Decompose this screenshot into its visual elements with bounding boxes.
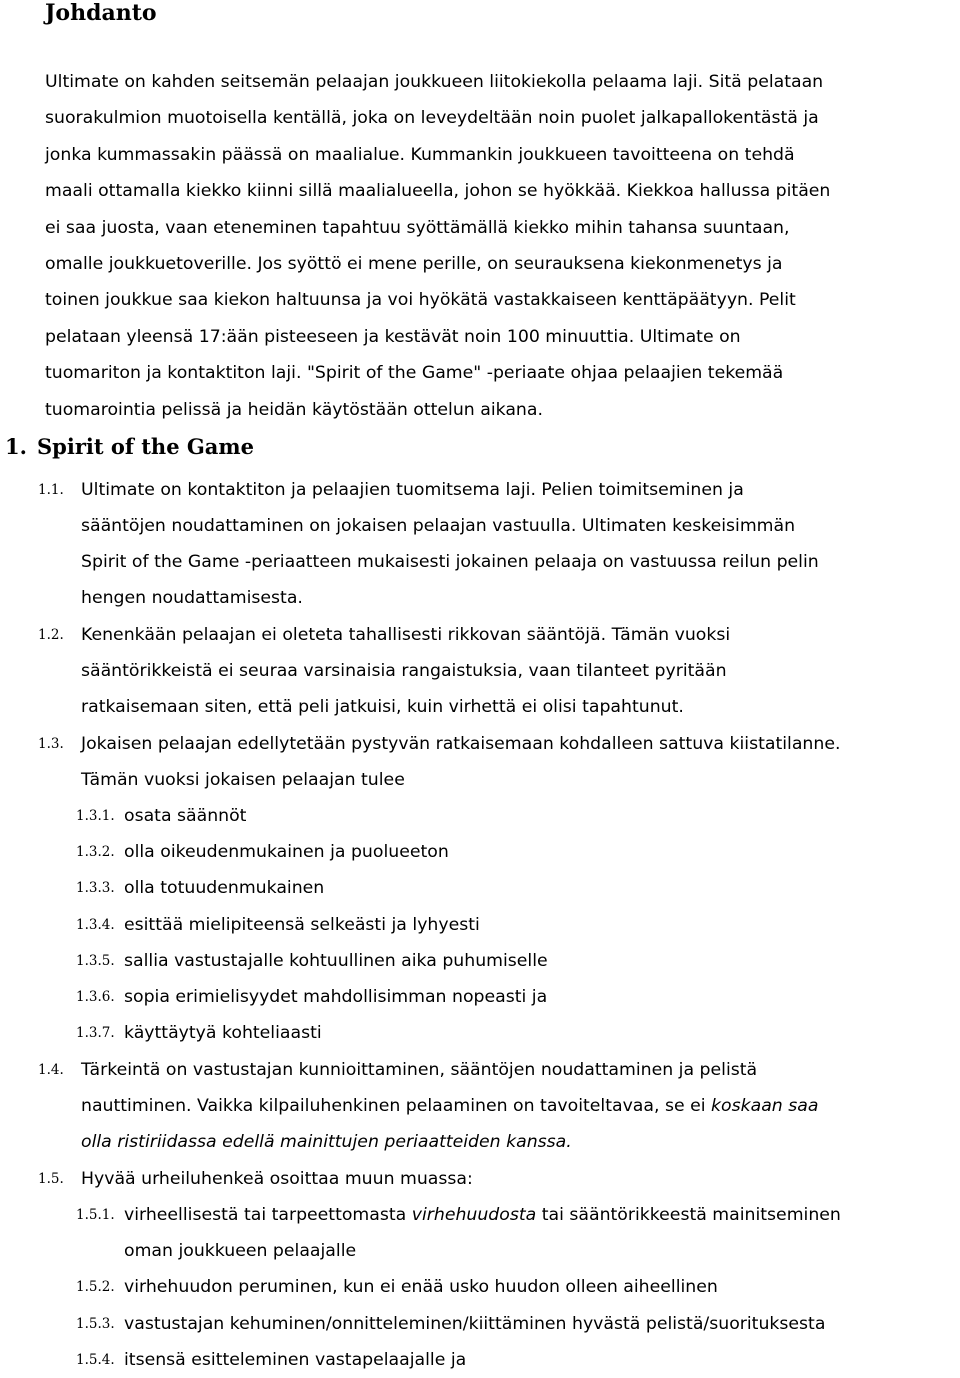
- subitem-number: 1.3.2.: [76, 844, 115, 860]
- item-text: Spirit of the Game -periaatteen mukaisesti jokainen pelaaja on vastuussa reilun pelin: [81, 552, 819, 572]
- section-heading: [5, 432, 254, 462]
- subitem-number: 1.3.5.: [76, 953, 115, 969]
- item-text: Tämän vuoksi jokaisen pelaajan tulee: [81, 770, 405, 790]
- intro-line: toinen joukkue saa kiekon haltuunsa ja voi hyökätä vastakkaiseen kenttäpäätyyn. Pelit: [45, 290, 796, 311]
- subitem-text: itsensä esitteleminen vastapelaajalle ja: [124, 1350, 467, 1370]
- intro-line: suorakulmion muotoisella kentällä, joka on leveydeltään noin puolet jalkapallokentästä ja: [45, 108, 819, 129]
- subitem-number: 1.5.2.: [76, 1279, 115, 1295]
- intro-line: tuomarointia pelissä ja heidän käytöstään ottelun aikana.: [45, 399, 543, 420]
- item-text: hengen noudattamisesta.: [81, 588, 303, 608]
- subitem-text: sopia erimielisyydet mahdollisimman nopeasti ja: [124, 987, 548, 1007]
- subitem-text: oman joukkueen pelaajalle: [124, 1241, 357, 1261]
- intro-line: maali ottamalla kiekko kiinni sillä maalialueella, johon se hyökkää. Kiekkoa hallussa pitäen: [45, 181, 831, 202]
- item-text: sääntöjen noudattaminen on jokaisen pelaajan vastuulla. Ultimaten keskeisimmän: [81, 516, 796, 536]
- subitem-text-italic: virhehuudosta: [411, 1205, 537, 1225]
- subitem-text: esittää mielipiteensä selkeästi ja lyhyesti: [124, 915, 480, 935]
- subitem-text: sallia vastustajalle kohtuullinen aika puhumiselle: [124, 951, 548, 971]
- subitem-text-normal: virheellisestä tai tarpeettomasta: [124, 1205, 412, 1225]
- item-number: 1.1.: [38, 482, 64, 498]
- item-text: sääntörikkeistä ei seuraa varsinaisia rangaistuksia, vaan tilanteet pyritään: [81, 661, 727, 681]
- subitem-number: 1.3.4.: [76, 917, 115, 933]
- intro-line: omalle joukkuetoverille. Jos syöttö ei mene perille, on seurauksena kiekonmenetys ja: [45, 254, 783, 275]
- subitem-text: olla totuudenmukainen: [124, 878, 325, 898]
- item-text-italic: olla ristiriidassa edellä mainittujen periaatteiden kanssa.: [81, 1132, 572, 1152]
- item-number: 1.5.: [38, 1171, 64, 1187]
- subitem-text: käyttäytyä kohteliaasti: [124, 1023, 322, 1043]
- item-text: Kenenkään pelaajan ei oleteta tahallisesti rikkovan sääntöjä. Tämän vuoksi: [81, 625, 731, 645]
- subitem-number: 1.5.3.: [76, 1316, 115, 1332]
- intro-paragraph: [45, 64, 960, 428]
- item-text-normal: nauttiminen. Vaikka kilpailuhenkinen pelaaminen on tavoiteltavaa, se ei: [81, 1096, 712, 1116]
- intro-line: tuomariton ja kontaktiton laji. "Spirit of the Game" -periaate ohjaa pelaajien tekemää: [45, 363, 784, 384]
- item-text-italic: koskaan saa: [711, 1096, 819, 1116]
- subitem-number: 1.3.7.: [76, 1025, 115, 1041]
- intro-line: ei saa juosta, vaan eteneminen tapahtuu syöttämällä kiekko mihin tahansa suuntaan,: [45, 217, 790, 238]
- intro-line: pelataan yleensä 17:ään pisteeseen ja kestävät noin 100 minuuttia. Ultimate on: [45, 326, 741, 347]
- subitem-text-normal: tai sääntörikkeestä mainitseminen: [536, 1205, 841, 1225]
- section-title: Spirit of the Game: [37, 434, 254, 459]
- subitem-number: 1.3.6.: [76, 989, 115, 1005]
- subitem-text: olla oikeudenmukainen ja puolueeton: [124, 842, 449, 862]
- intro-line: Ultimate on kahden seitsemän pelaajan joukkueen liitokiekolla pelaama laji. Sitä pelataan: [45, 72, 824, 92]
- section-number: 1.: [5, 434, 27, 459]
- item-text: ratkaisemaan siten, että peli jatkuisi, kuin virhettä ei olisi tapahtunut.: [81, 697, 684, 717]
- subitem-number: 1.5.1.: [76, 1207, 115, 1223]
- subitem-text: virhehuudon peruminen, kun ei enää usko huudon olleen aiheellinen: [124, 1277, 718, 1297]
- item-text: Hyvää urheiluhenkeä osoittaa muun muassa:: [81, 1169, 473, 1189]
- subitem-number: 1.3.1.: [76, 808, 115, 824]
- item-text: Tärkeintä on vastustajan kunnioittaminen, sääntöjen noudattaminen ja pelistä: [81, 1060, 758, 1080]
- intro-line: jonka kummassakin päässä on maalialue. Kummankin joukkueen tavoitteena on tehdä: [45, 144, 795, 165]
- page-title: Johdanto: [45, 0, 157, 26]
- item-text: [81, 1088, 818, 1124]
- subitem-text: osata säännöt: [124, 806, 247, 826]
- item-number: 1.3.: [38, 736, 64, 752]
- subitem-text: vastustajan kehuminen/onnitteleminen/kiittäminen hyvästä pelistä/suorituksesta: [124, 1314, 826, 1334]
- item-number: 1.2.: [38, 627, 64, 643]
- item-number: 1.4.: [38, 1062, 64, 1078]
- subitem-number: 1.3.3.: [76, 880, 115, 896]
- subitem-number: 1.5.4.: [76, 1352, 115, 1368]
- item-text: Jokaisen pelaajan edellytetään pystyvän ratkaisemaan kohdalleen sattuva kiistatilanne.: [81, 734, 841, 754]
- item-text: Ultimate on kontaktiton ja pelaajien tuomitsema laji. Pelien toimitseminen ja: [81, 480, 744, 500]
- subitem-text: [124, 1197, 841, 1233]
